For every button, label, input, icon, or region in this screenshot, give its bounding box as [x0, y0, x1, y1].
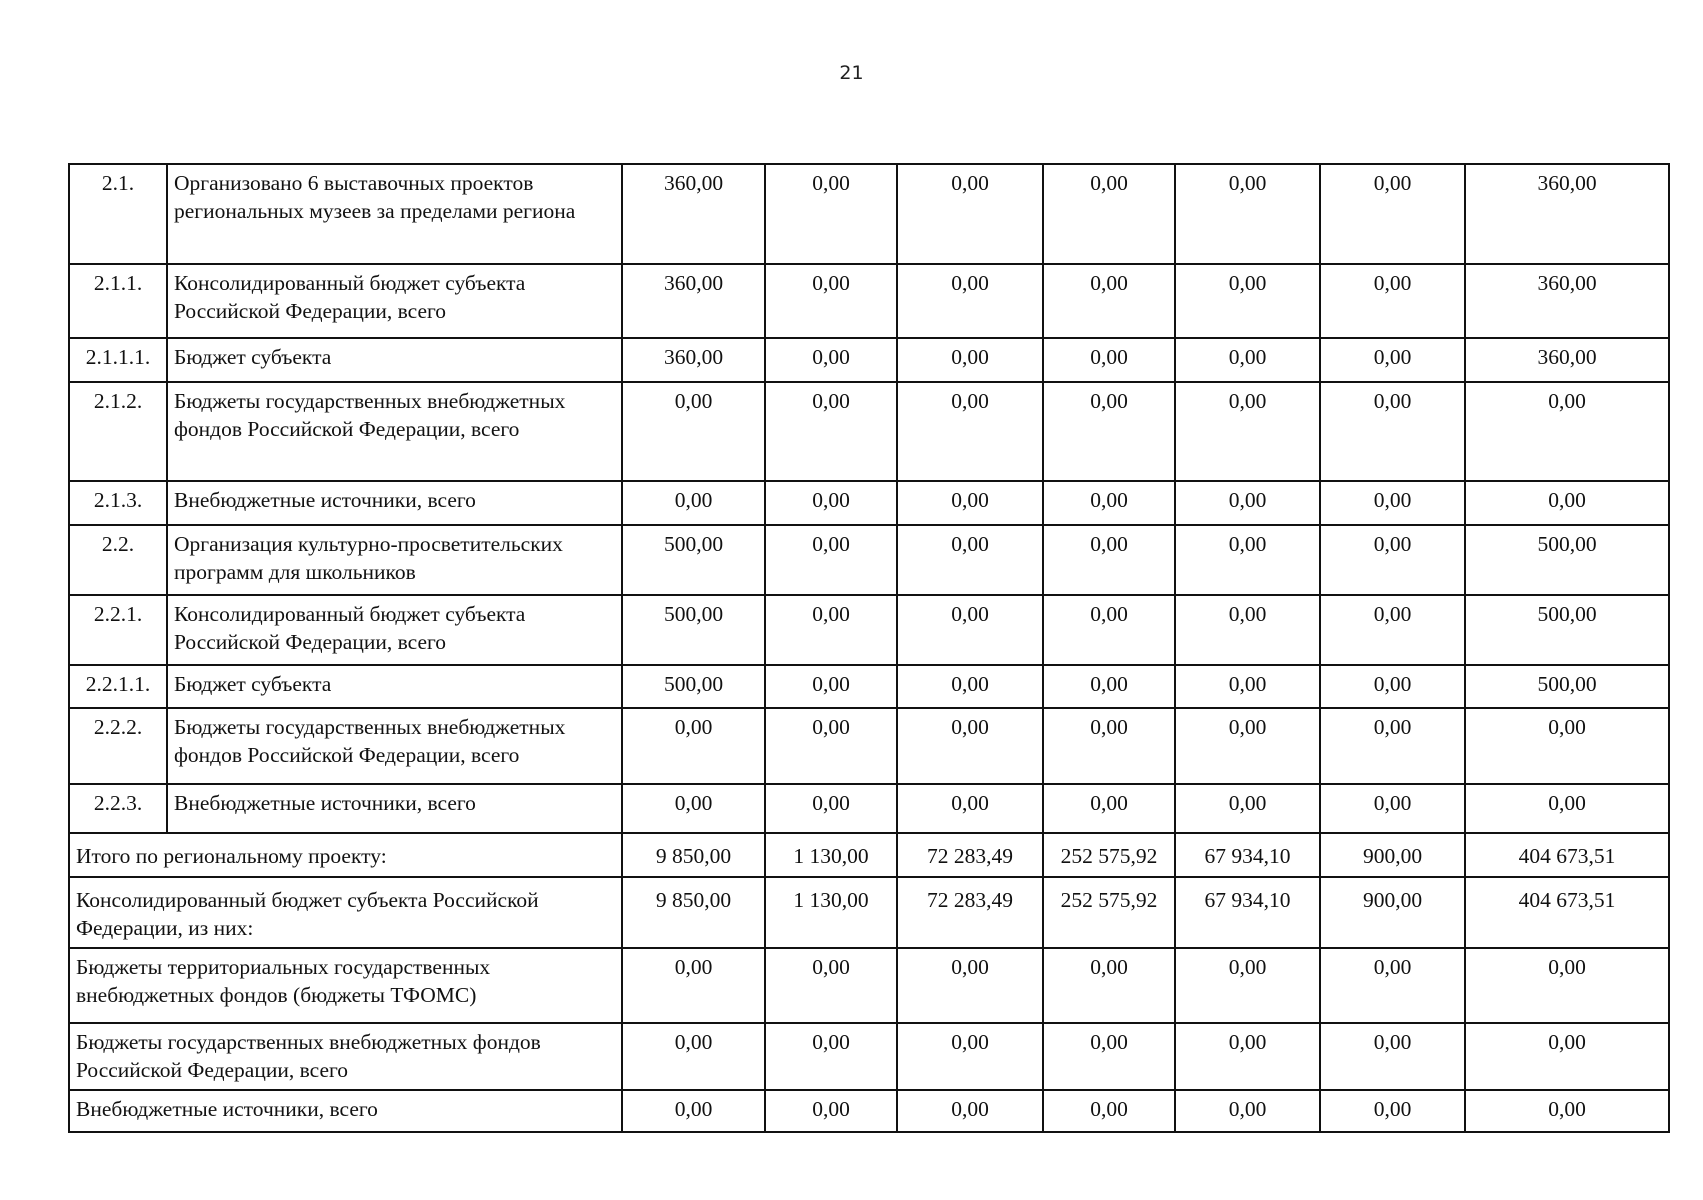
value-cell: 500,00 [1465, 665, 1669, 708]
row-code: 2.2.3. [69, 784, 167, 833]
total-label: Итого по региональному проекту: [69, 833, 622, 877]
value-cell: 0,00 [1320, 164, 1465, 264]
value-cell: 0,00 [1175, 164, 1320, 264]
total-value: 0,00 [765, 1090, 897, 1132]
value-cell: 500,00 [622, 595, 765, 665]
total-value: 0,00 [1465, 1090, 1669, 1132]
total-label: Консолидированный бюджет субъекта Российской Федерации, из них: [69, 877, 622, 948]
total-row [69, 877, 1669, 948]
value-cell: 500,00 [622, 525, 765, 595]
value-cell: 360,00 [622, 164, 765, 264]
total-value: 404 673,51 [1465, 833, 1669, 877]
value-cell: 0,00 [765, 264, 897, 338]
value-cell: 0,00 [1043, 481, 1175, 525]
table-row [69, 784, 1669, 833]
table-row [69, 264, 1669, 338]
value-cell: 0,00 [1320, 382, 1465, 481]
row-name: Внебюджетные источники, всего [167, 481, 622, 525]
value-cell: 0,00 [1175, 665, 1320, 708]
value-cell: 0,00 [1043, 164, 1175, 264]
total-row [69, 1023, 1669, 1090]
total-value: 252 575,92 [1043, 877, 1175, 948]
row-code: 2.2.2. [69, 708, 167, 784]
page-number: 21 [839, 62, 864, 84]
value-cell: 0,00 [1175, 525, 1320, 595]
value-cell: 360,00 [622, 338, 765, 382]
value-cell: 360,00 [1465, 164, 1669, 264]
table-row [69, 481, 1669, 525]
value-cell: 0,00 [1175, 382, 1320, 481]
value-cell: 0,00 [897, 525, 1043, 595]
total-label: Бюджеты территориальных государственных внебюджетных фондов (бюджеты ТФОМС) [69, 948, 622, 1023]
value-cell: 360,00 [1465, 338, 1669, 382]
value-cell: 0,00 [897, 784, 1043, 833]
total-value: 900,00 [1320, 833, 1465, 877]
value-cell: 0,00 [1175, 784, 1320, 833]
value-cell: 0,00 [1175, 595, 1320, 665]
value-cell: 0,00 [1043, 338, 1175, 382]
value-cell: 0,00 [765, 338, 897, 382]
total-value: 0,00 [1465, 948, 1669, 1023]
value-cell: 0,00 [1320, 264, 1465, 338]
total-value: 0,00 [622, 1090, 765, 1132]
total-value: 1 130,00 [765, 833, 897, 877]
total-value: 0,00 [897, 1023, 1043, 1090]
total-value: 72 283,49 [897, 877, 1043, 948]
value-cell: 0,00 [1320, 784, 1465, 833]
table-row [69, 382, 1669, 481]
value-cell: 0,00 [1465, 784, 1669, 833]
row-name: Организация культурно-просветительских программ для школьников [167, 525, 622, 595]
value-cell: 0,00 [897, 481, 1043, 525]
value-cell: 0,00 [1465, 708, 1669, 784]
budget-table [68, 163, 1670, 1133]
value-cell: 0,00 [622, 784, 765, 833]
value-cell: 0,00 [1043, 708, 1175, 784]
value-cell: 0,00 [1043, 595, 1175, 665]
value-cell: 0,00 [897, 382, 1043, 481]
table-row [69, 164, 1669, 264]
row-code: 2.1.1. [69, 264, 167, 338]
value-cell: 0,00 [1175, 338, 1320, 382]
value-cell: 0,00 [1043, 784, 1175, 833]
value-cell: 0,00 [897, 264, 1043, 338]
value-cell: 0,00 [622, 708, 765, 784]
total-row [69, 948, 1669, 1023]
total-value: 404 673,51 [1465, 877, 1669, 948]
total-value: 67 934,10 [1175, 877, 1320, 948]
total-value: 0,00 [1175, 948, 1320, 1023]
row-name: Организовано 6 выставочных проектов региональных музеев за пределами региона [167, 164, 622, 264]
row-code: 2.2.1. [69, 595, 167, 665]
value-cell: 0,00 [897, 595, 1043, 665]
row-code: 2.2. [69, 525, 167, 595]
total-label: Бюджеты государственных внебюджетных фондов Российской Федерации, всего [69, 1023, 622, 1090]
value-cell: 0,00 [765, 784, 897, 833]
row-code: 2.1.3. [69, 481, 167, 525]
value-cell: 0,00 [622, 481, 765, 525]
table-row [69, 665, 1669, 708]
value-cell: 500,00 [622, 665, 765, 708]
value-cell: 0,00 [897, 338, 1043, 382]
value-cell: 360,00 [1465, 264, 1669, 338]
total-value: 0,00 [1320, 1090, 1465, 1132]
total-value: 0,00 [1320, 948, 1465, 1023]
value-cell: 0,00 [1175, 481, 1320, 525]
total-value: 1 130,00 [765, 877, 897, 948]
total-value: 0,00 [1043, 1090, 1175, 1132]
total-value: 9 850,00 [622, 877, 765, 948]
value-cell: 500,00 [1465, 525, 1669, 595]
value-cell: 0,00 [765, 382, 897, 481]
row-name: Консолидированный бюджет субъекта Российской Федерации, всего [167, 595, 622, 665]
value-cell: 0,00 [1320, 481, 1465, 525]
total-value: 9 850,00 [622, 833, 765, 877]
total-value: 0,00 [1465, 1023, 1669, 1090]
value-cell: 0,00 [765, 481, 897, 525]
total-label: Внебюджетные источники, всего [69, 1090, 622, 1132]
row-name: Бюджеты государственных внебюджетных фондов Российской Федерации, всего [167, 382, 622, 481]
table-row [69, 525, 1669, 595]
total-value: 0,00 [622, 948, 765, 1023]
value-cell: 0,00 [1043, 382, 1175, 481]
value-cell: 0,00 [1320, 595, 1465, 665]
total-row [69, 1090, 1669, 1132]
value-cell: 360,00 [622, 264, 765, 338]
value-cell: 0,00 [765, 665, 897, 708]
total-value: 0,00 [1175, 1090, 1320, 1132]
value-cell: 0,00 [765, 595, 897, 665]
value-cell: 0,00 [1043, 525, 1175, 595]
row-name: Консолидированный бюджет субъекта Российской Федерации, всего [167, 264, 622, 338]
value-cell: 0,00 [1465, 382, 1669, 481]
value-cell: 0,00 [622, 382, 765, 481]
value-cell: 0,00 [1320, 338, 1465, 382]
value-cell: 0,00 [1320, 665, 1465, 708]
total-value: 0,00 [1175, 1023, 1320, 1090]
total-value: 0,00 [765, 1023, 897, 1090]
row-name: Бюджет субъекта [167, 338, 622, 382]
table-row [69, 708, 1669, 784]
value-cell: 0,00 [1175, 264, 1320, 338]
total-row [69, 833, 1669, 877]
row-code: 2.1.1.1. [69, 338, 167, 382]
table-row [69, 595, 1669, 665]
value-cell: 0,00 [1320, 525, 1465, 595]
row-code: 2.2.1.1. [69, 665, 167, 708]
row-name: Бюджет субъекта [167, 665, 622, 708]
total-value: 0,00 [897, 948, 1043, 1023]
value-cell: 0,00 [765, 164, 897, 264]
row-name: Бюджеты государственных внебюджетных фондов Российской Федерации, всего [167, 708, 622, 784]
total-value: 900,00 [1320, 877, 1465, 948]
value-cell: 0,00 [1043, 665, 1175, 708]
value-cell: 0,00 [1320, 708, 1465, 784]
value-cell: 0,00 [1465, 481, 1669, 525]
total-value: 252 575,92 [1043, 833, 1175, 877]
value-cell: 0,00 [897, 665, 1043, 708]
total-value: 0,00 [1320, 1023, 1465, 1090]
row-code: 2.1. [69, 164, 167, 264]
row-name: Внебюджетные источники, всего [167, 784, 622, 833]
total-value: 0,00 [1043, 948, 1175, 1023]
table-row [69, 338, 1669, 382]
total-value: 0,00 [897, 1090, 1043, 1132]
total-value: 0,00 [765, 948, 897, 1023]
value-cell: 0,00 [897, 708, 1043, 784]
value-cell: 500,00 [1465, 595, 1669, 665]
value-cell: 0,00 [765, 708, 897, 784]
value-cell: 0,00 [765, 525, 897, 595]
value-cell: 0,00 [897, 164, 1043, 264]
value-cell: 0,00 [1175, 708, 1320, 784]
total-value: 0,00 [622, 1023, 765, 1090]
value-cell: 0,00 [1043, 264, 1175, 338]
total-value: 72 283,49 [897, 833, 1043, 877]
total-value: 0,00 [1043, 1023, 1175, 1090]
row-code: 2.1.2. [69, 382, 167, 481]
total-value: 67 934,10 [1175, 833, 1320, 877]
